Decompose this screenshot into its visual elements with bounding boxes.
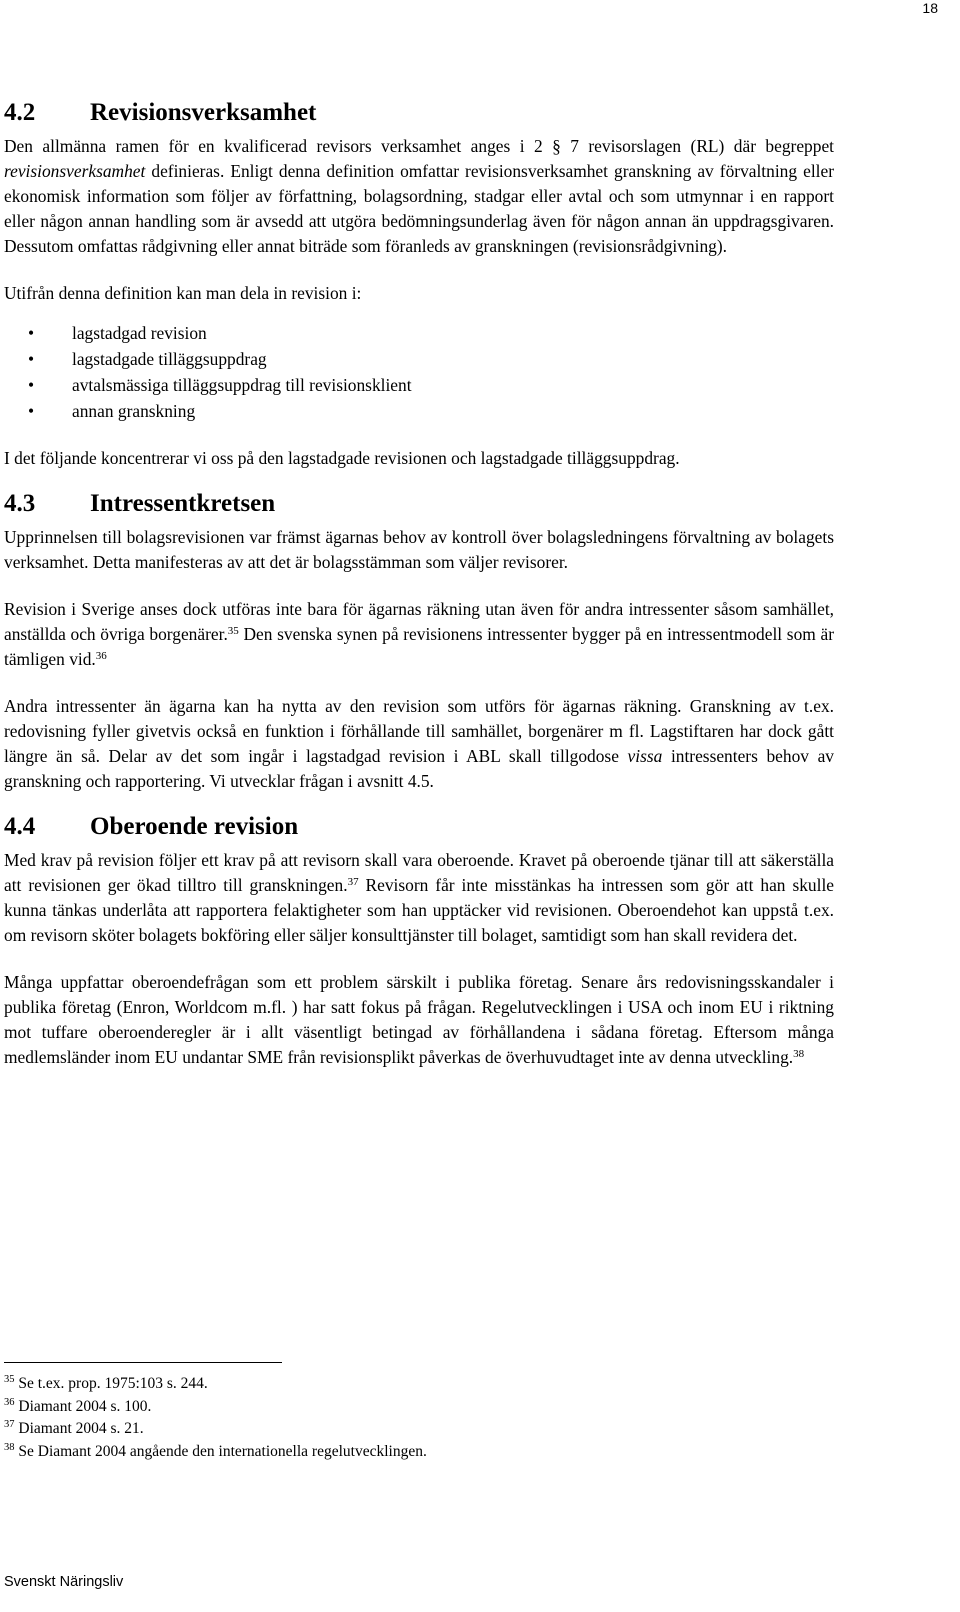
document-body bbox=[4, 98, 834, 1092]
footnote-number: 38 bbox=[4, 1441, 15, 1453]
footnote-text: Se Diamant 2004 angående den internationella regelutvecklingen. bbox=[18, 1442, 427, 1460]
text: intressenters behov av granskning och rapportering. Vi utvecklar frågan i avsnitt 4.5. bbox=[4, 746, 834, 791]
footnote bbox=[4, 1418, 834, 1441]
footnote-divider bbox=[4, 1362, 282, 1363]
paragraph bbox=[4, 694, 834, 794]
paragraph: Utifrån denna definition kan man dela in revision i: bbox=[4, 283, 362, 303]
paragraph: I det följande koncentrerar vi oss på den lagstadgade revisionen och lagstadgade tilläggsuppdrag. bbox=[4, 448, 680, 468]
footnote-number: 36 bbox=[4, 1396, 15, 1408]
footnote bbox=[4, 1373, 834, 1396]
list-item-text: lagstadgade tilläggsuppdrag bbox=[72, 349, 267, 369]
section-number: 4.2 bbox=[4, 99, 36, 126]
paragraph bbox=[4, 970, 834, 1070]
list-item bbox=[4, 398, 834, 424]
section-title: Oberoende revision bbox=[90, 813, 299, 840]
emphasis: vissa bbox=[627, 746, 663, 766]
footnote-ref: 35 bbox=[227, 625, 239, 637]
section-heading-4-3 bbox=[4, 489, 834, 519]
list-item-text: annan granskning bbox=[72, 401, 196, 421]
footnote-text: Se t.ex. prop. 1975:103 s. 244. bbox=[18, 1375, 208, 1392]
footnote-text: Diamant 2004 s. 100. bbox=[18, 1397, 152, 1415]
footnote-number: 35 bbox=[4, 1374, 15, 1385]
footnote bbox=[4, 1441, 834, 1464]
bullet-icon: • bbox=[28, 323, 35, 343]
footnote bbox=[4, 1396, 834, 1419]
paragraph bbox=[4, 134, 834, 259]
paragraph bbox=[4, 848, 834, 948]
bullet-icon: • bbox=[28, 375, 35, 395]
footnote-ref: 36 bbox=[95, 650, 107, 662]
list-item bbox=[4, 346, 834, 372]
section-title: Intressentkretsen bbox=[90, 490, 276, 517]
emphasis: revisionsverksamhet bbox=[4, 161, 146, 181]
list-item bbox=[4, 372, 834, 398]
text: Många uppfattar oberoendefrågan som ett problem särskilt i publika företag. Senare års redovisningsskandaler i publika företag (Enron, Worldcom m.fl. ) har satt fokus på frågan. Regelutvecklingen i USA och inom EU i riktning mot tuffare oberoenderegler är i allt väsentligt betingad av förhållandena i sådana företag. Eftersom många medlemsländer inom EU undantar SME från revisionsplikt påverkas de överhuvudtaget inte av denna utveckling. bbox=[4, 972, 834, 1067]
list-item bbox=[4, 320, 834, 346]
footnote-ref: 38 bbox=[793, 1048, 805, 1060]
paragraph bbox=[4, 597, 834, 672]
text: Revision i Sverige anses dock utföras inte bara för ägarnas räkning utan även för andra intressenter såsom samhället, anställda och övriga borgenärer. bbox=[4, 599, 834, 644]
footnote-number: 37 bbox=[4, 1419, 15, 1430]
section-number: 4.3 bbox=[4, 490, 36, 517]
bullet-list bbox=[4, 306, 834, 424]
section-heading-4-2 bbox=[4, 98, 834, 128]
list-item-text: avtalsmässiga tilläggsuppdrag till revisionsklient bbox=[72, 375, 412, 395]
bullet-icon: • bbox=[28, 349, 35, 369]
text: Andra intressenter än ägarna kan ha nytta av den revision som utförs för ägarnas räkning. Granskning av t.ex. redovisning fyller givetvis också en funktion i förhållande till samhället, borgenärer m fl. Lagstiftaren har dock gått längre än så. Delar av det som ingår i lagstadgad revision i ABL skall tillgodose bbox=[4, 696, 834, 766]
text: Den svenska synen på revisionens intressenter bygger på en intressentmodell som är tämligen vid. bbox=[4, 624, 834, 669]
footnote-ref: 37 bbox=[347, 876, 359, 888]
list-item-text: lagstadgad revision bbox=[72, 323, 207, 343]
bullet-icon: • bbox=[28, 401, 35, 421]
text: Den allmänna ramen för en kvalificerad revisors verksamhet anges i 2 § 7 revisorslagen (RL) där begreppet bbox=[4, 136, 834, 156]
paragraph: Upprinnelsen till bolagsrevisionen var främst ägarnas behov av kontroll över bolagsledningens förvaltning av bolagets verksamhet. Detta manifesteras av att det är bolagsstämman som väljer revisorer. bbox=[4, 527, 834, 572]
footnote-text: Diamant 2004 s. 21. bbox=[18, 1420, 144, 1437]
section-number: 4.4 bbox=[4, 813, 36, 840]
text: Med krav på revision följer ett krav på att revisorn skall vara oberoende. Kravet på oberoende tjänar till att säkerställa att revisionen ger ökad tilltro till granskningen. bbox=[4, 850, 834, 895]
page-number: 18 bbox=[922, 0, 938, 16]
page-footer: Svenskt Näringsliv bbox=[4, 1574, 124, 1590]
section-title: Revisionsverksamhet bbox=[90, 99, 317, 126]
section-heading-4-4 bbox=[4, 812, 834, 842]
footnotes bbox=[4, 1362, 834, 1463]
text: definieras. Enligt denna definition omfattar revisionsverksamhet granskning av förvaltning eller ekonomisk information som följer av författning, bolagsordning, stadgar eller avtal och som utmynnar i en rapport eller någon annan handling som är avsedd att utgöra bedömningsunderlag även för någon annan än uppdragsgivaren. Dessutom omfattas rådgivning eller annat biträde som föranleds av granskningen (revisionsrådgivning). bbox=[4, 161, 834, 256]
text: Revisorn får inte misstänkas ha intressen som gör att han skulle kunna tänkas underlåta att rapportera felaktigheter som han upptäcker vid revisionen. Oberoendehot kan uppstå t.ex. om revisorn sköter bolagets bokföring eller säljer konsulttjänster till bolaget, samtidigt som han skall revidera det. bbox=[4, 875, 834, 945]
